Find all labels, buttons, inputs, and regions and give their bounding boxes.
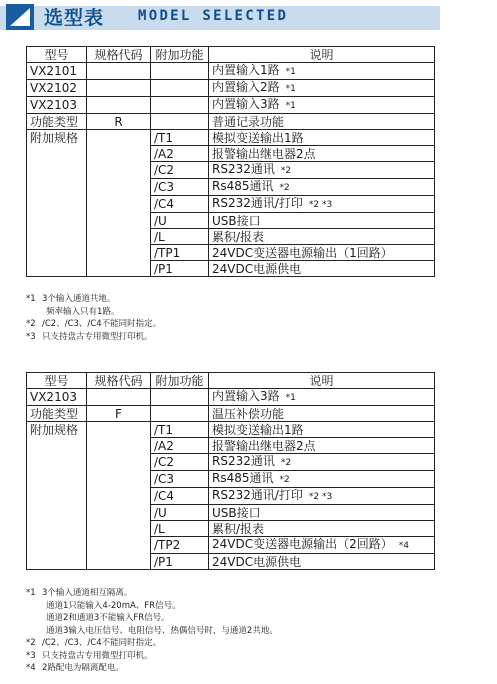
footnote-text: 3个输入通道相互隔离。 — [42, 588, 133, 598]
cell-option: /TP1 — [151, 245, 209, 261]
description-text: 内置输入2路 — [212, 80, 280, 94]
description-text: 累积/报表 — [212, 521, 265, 536]
cell-description — [209, 130, 435, 146]
cell-option: /C3 — [151, 179, 209, 196]
cell-model — [27, 196, 87, 213]
cell-code — [87, 488, 151, 505]
description-text: 累积/报表 — [212, 229, 265, 244]
cell-code — [87, 261, 151, 277]
cell-option: /TP2 — [151, 537, 209, 554]
title-chinese: 选型表 — [44, 7, 105, 29]
description-text: 模拟变送输出1路 — [212, 422, 304, 437]
footnote-text: 2路配电为隔离配电。 — [42, 663, 124, 673]
cell-description — [209, 80, 435, 97]
cell-model — [27, 521, 87, 537]
cell-model: VX2103 — [27, 389, 87, 406]
cell-model: VX2103 — [27, 97, 87, 114]
cell-code — [87, 80, 151, 97]
cell-description — [209, 389, 435, 406]
cell-option — [151, 114, 209, 130]
col-model: 型号 — [27, 47, 87, 63]
footnote-text: 只支持盘古专用微型打印机。 — [42, 331, 153, 342]
cell-description — [209, 537, 435, 554]
table-row — [27, 454, 435, 471]
cell-model — [27, 471, 87, 488]
footnote-mark: *3 — [26, 331, 36, 342]
corner-triangle-icon — [6, 4, 34, 30]
footnote-mark: *2 — [26, 638, 36, 648]
cell-description — [209, 179, 435, 196]
footnote-mark: *1 — [26, 588, 36, 598]
description-text: 模拟变送输出1路 — [212, 130, 304, 145]
cell-model: 附加规格 — [27, 422, 87, 438]
cell-model — [27, 162, 87, 179]
cell-code — [87, 179, 151, 196]
cell-model — [27, 146, 87, 162]
cell-code — [87, 537, 151, 554]
footnote-line — [26, 331, 161, 344]
footnote-line — [26, 318, 161, 331]
cell-model — [27, 488, 87, 505]
cell-code: R — [87, 114, 151, 130]
cell-code — [87, 146, 151, 162]
cell-option: /C2 — [151, 162, 209, 179]
table-row — [27, 245, 435, 261]
col-description: 说明 — [209, 47, 435, 63]
cell-code: F — [87, 406, 151, 422]
cell-code — [87, 213, 151, 229]
description-text: RS232通讯/打印 — [212, 196, 303, 210]
table-row — [27, 554, 435, 570]
footnote-text: 频率输入只有1路。 — [46, 306, 120, 317]
model-table-1 — [26, 46, 435, 277]
footnote-line — [26, 662, 278, 675]
footnote-marker: *2 — [280, 166, 292, 176]
table-row — [27, 229, 435, 245]
cell-option: /T1 — [151, 130, 209, 146]
cell-model: 功能类型 — [27, 114, 87, 130]
cell-description — [209, 245, 435, 261]
description-text: RS232通讯/打印 — [212, 488, 303, 502]
cell-option: /T1 — [151, 422, 209, 438]
cell-model — [27, 505, 87, 521]
cell-option: /L — [151, 229, 209, 245]
description-text: 内置输入1路 — [212, 63, 280, 77]
table-row — [27, 162, 435, 179]
footnote-marker: *4 — [398, 541, 409, 551]
description-text: 报警输出继电器2点 — [212, 146, 316, 161]
description-text: 24VDC变送器电源输出（1回路） — [212, 245, 393, 260]
description-text: 温压补偿功能 — [212, 406, 285, 421]
cell-model — [27, 245, 87, 261]
cell-option: /U — [151, 505, 209, 521]
col-model: 型号 — [27, 373, 87, 389]
footnote-mark: *1 — [26, 294, 36, 304]
footnote-marker: *2 — [279, 475, 290, 485]
cell-code — [87, 505, 151, 521]
table-row — [27, 63, 435, 80]
cell-code — [87, 162, 151, 179]
cell-description — [209, 114, 435, 130]
cell-option: /P1 — [151, 554, 209, 570]
table-row — [27, 80, 435, 97]
footnote-marker: *1 — [285, 101, 296, 111]
cell-model — [27, 454, 87, 471]
cell-description — [209, 196, 435, 213]
description-text: RS232通讯 — [212, 162, 275, 176]
footnote-text: /C2、/C3、/C4不能同时指定。 — [42, 638, 162, 648]
footnote-marker: *2 — [280, 458, 292, 468]
footnote-marker: *2 *3 — [308, 200, 333, 210]
cell-model — [27, 554, 87, 570]
description-text: 24VDC变送器电源输出（2回路） — [212, 537, 393, 551]
table-row — [27, 488, 435, 505]
cell-option: /P1 — [151, 261, 209, 277]
cell-code — [87, 389, 151, 406]
cell-code — [87, 422, 151, 438]
footnote-mark: *3 — [26, 650, 36, 661]
description-text: USB接口 — [212, 505, 261, 520]
cell-model: 功能类型 — [27, 406, 87, 422]
col-code: 规格代码 — [87, 373, 151, 389]
description-text: 普通记录功能 — [212, 114, 285, 129]
cell-code — [87, 471, 151, 488]
cell-option: /C4 — [151, 196, 209, 213]
cell-description — [209, 422, 435, 438]
title-english: MODEL SELECTED — [138, 8, 289, 24]
footnote-line — [26, 587, 278, 600]
cell-description — [209, 505, 435, 521]
footnote-text: /C2、/C3、/C4不能同时指定。 — [42, 319, 162, 329]
cell-description — [209, 554, 435, 570]
footnote-mark: *4 — [26, 663, 36, 673]
footnote-text: 3个输入通道共地。 — [42, 294, 116, 304]
cell-code — [87, 245, 151, 261]
cell-description — [209, 146, 435, 162]
cell-model — [27, 229, 87, 245]
description-text: 24VDC电源供电 — [212, 554, 302, 569]
cell-option: /C3 — [151, 471, 209, 488]
cell-option: /U — [151, 213, 209, 229]
model-table-2 — [26, 372, 435, 570]
footnote-marker: *1 — [285, 67, 296, 77]
table-row — [27, 471, 435, 488]
cell-code — [87, 229, 151, 245]
col-code: 规格代码 — [87, 47, 151, 63]
cell-description — [209, 229, 435, 245]
table-body — [27, 389, 435, 570]
footnote-mark: *2 — [26, 319, 36, 329]
cell-description — [209, 521, 435, 537]
table-row — [27, 505, 435, 521]
table-row — [27, 196, 435, 213]
col-description: 说明 — [209, 373, 435, 389]
footnote-marker: *2 — [279, 183, 290, 193]
footnote-text: 通道2和通道3不能输入FR信号。 — [46, 613, 170, 623]
table-row — [27, 146, 435, 162]
footnote-line — [26, 650, 278, 663]
table-header-row — [27, 373, 435, 389]
cell-description — [209, 438, 435, 454]
footnote-marker: *1 — [285, 84, 296, 94]
cell-option: /A2 — [151, 438, 209, 454]
description-text: USB接口 — [212, 213, 261, 228]
table-row — [27, 130, 435, 146]
cell-option: /C2 — [151, 454, 209, 471]
footnote-line — [26, 600, 278, 613]
col-option: 附加功能 — [151, 373, 209, 389]
table-body — [27, 63, 435, 277]
cell-model — [27, 438, 87, 454]
footnote-line — [26, 625, 278, 638]
table-row — [27, 261, 435, 277]
table-row — [27, 422, 435, 438]
cell-code — [87, 521, 151, 537]
footnote-line — [26, 612, 278, 625]
footnote-line — [26, 306, 161, 319]
cell-description — [209, 488, 435, 505]
cell-code — [87, 97, 151, 114]
footnotes-1 — [26, 293, 161, 343]
cell-description — [209, 261, 435, 277]
cell-model — [27, 179, 87, 196]
footnotes-2 — [26, 587, 278, 675]
cell-option — [151, 389, 209, 406]
cell-model: VX2102 — [27, 80, 87, 97]
cell-option — [151, 80, 209, 97]
cell-description — [209, 97, 435, 114]
cell-description — [209, 162, 435, 179]
description-text: 24VDC电源供电 — [212, 261, 302, 276]
description-text: Rs485通讯 — [212, 471, 274, 485]
footnote-line — [26, 293, 161, 306]
cell-option — [151, 97, 209, 114]
section-header — [0, 0, 497, 34]
table-header-row — [27, 47, 435, 63]
footnote-marker: *1 — [285, 393, 296, 403]
cell-code — [87, 130, 151, 146]
cell-code — [87, 554, 151, 570]
cell-option — [151, 406, 209, 422]
table-row — [27, 179, 435, 196]
cell-option: /C4 — [151, 488, 209, 505]
cell-code — [87, 454, 151, 471]
col-option: 附加功能 — [151, 47, 209, 63]
footnote-text: 只支持盘古专用微型打印机。 — [42, 650, 153, 661]
table-row — [27, 213, 435, 229]
table-row — [27, 114, 435, 130]
cell-code — [87, 438, 151, 454]
cell-model — [27, 537, 87, 554]
description-text: 报警输出继电器2点 — [212, 438, 316, 453]
cell-code — [87, 63, 151, 80]
description-text: 内置输入3路 — [212, 389, 280, 403]
description-text: Rs485通讯 — [212, 179, 274, 193]
footnote-text: 通道1只能输入4-20mA、FR信号。 — [46, 600, 181, 611]
cell-option — [151, 63, 209, 80]
cell-description — [209, 454, 435, 471]
cell-model — [27, 261, 87, 277]
cell-description — [209, 213, 435, 229]
cell-model: VX2101 — [27, 63, 87, 80]
footnote-text: 通道3输入电压信号、电阻信号、热偶信号时，与通道2共地。 — [46, 625, 278, 636]
description-text: 内置输入3路 — [212, 97, 280, 111]
table-row — [27, 537, 435, 554]
table-row — [27, 438, 435, 454]
cell-option: /L — [151, 521, 209, 537]
cell-model — [27, 213, 87, 229]
cell-description — [209, 63, 435, 80]
table-row — [27, 521, 435, 537]
footnote-marker: *2 *3 — [308, 492, 333, 502]
table-row — [27, 97, 435, 114]
table-row — [27, 389, 435, 406]
cell-description — [209, 471, 435, 488]
table-row — [27, 406, 435, 422]
cell-description — [209, 406, 435, 422]
footnote-line — [26, 637, 278, 650]
cell-model: 附加规格 — [27, 130, 87, 146]
cell-code — [87, 196, 151, 213]
description-text: RS232通讯 — [212, 454, 275, 468]
cell-option: /A2 — [151, 146, 209, 162]
